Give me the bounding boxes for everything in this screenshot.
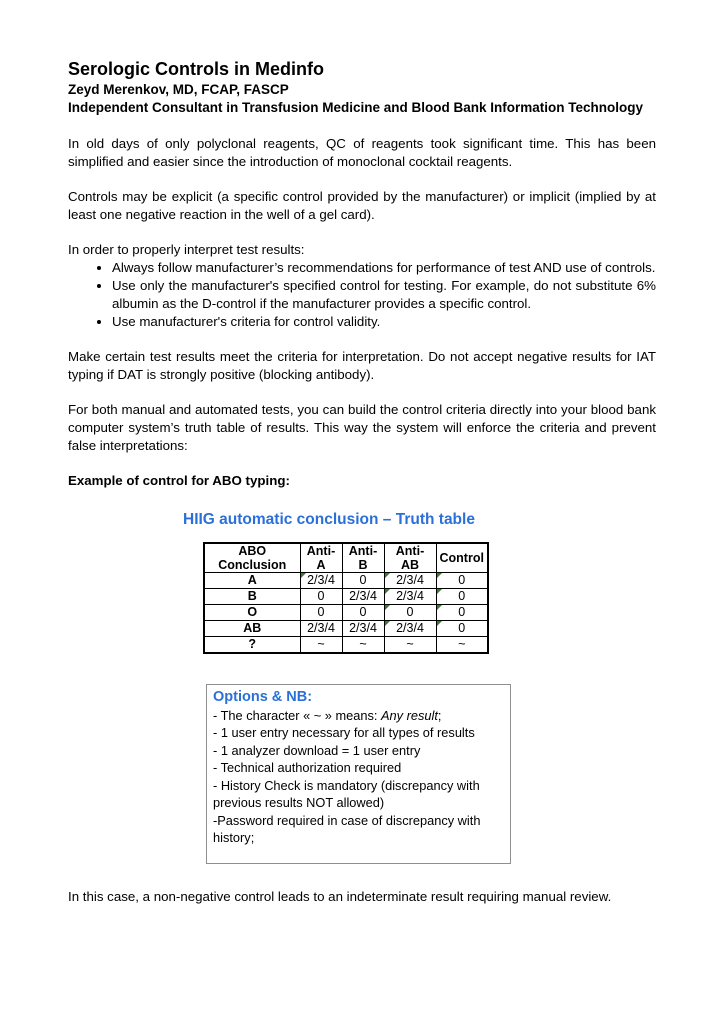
- bullet-item: • Use manufacturer's criteria for control validity.: [112, 313, 656, 331]
- cell-value: 2/3/4: [384, 620, 436, 636]
- cell-value: ~: [300, 636, 342, 653]
- column-header-abo-conclusion: ABO Conclusion: [204, 543, 300, 573]
- options-line-italic: Any result: [380, 707, 438, 723]
- bullet-item: • Use only the manufacturer's specified control for testing. For example, do not substitute 6% albumin as the D-control if the manufacturer provides a specific control.: [112, 277, 656, 313]
- cell-value: 0: [436, 604, 488, 620]
- paragraph-truth-table-intro: For both manual and automated tests, you can build the control criteria directly into your blood bank computer system’s truth table of results. This way the system will enforce the criteria and prevent false interpretations:: [68, 401, 656, 453]
- bullet-list-intro: In order to properly interpret test results:: [68, 241, 305, 257]
- cell-value: ~: [384, 636, 436, 653]
- options-nb-box: [206, 684, 511, 864]
- cell-value: 0: [342, 572, 384, 588]
- abo-truth-table: [203, 542, 489, 654]
- options-line-suffix: ;: [437, 707, 442, 723]
- cell-value: 0: [384, 604, 436, 620]
- row-label: B: [204, 588, 300, 604]
- cell-value: 2/3/4: [300, 620, 342, 636]
- paragraph-criteria: Make certain test results meet the criteria for interpretation. Do not accept negative results for IAT typing if DAT is strongly positive (blocking antibody).: [68, 348, 656, 382]
- cell-value: 2/3/4: [300, 572, 342, 588]
- cell-value: 0: [342, 604, 384, 620]
- closing-paragraph: In this case, a non-negative control leads to an indeterminate result requiring manual review.: [68, 888, 612, 904]
- row-label: A: [204, 572, 300, 588]
- options-line: -Password required in case of discrepancy with history;: [213, 812, 481, 845]
- cell-value: 2/3/4: [384, 588, 436, 604]
- cell-value: 0: [436, 572, 488, 588]
- table-row-o: [204, 604, 488, 620]
- options-box-title: Options & NB:: [213, 688, 313, 705]
- column-header-control: Control: [436, 543, 488, 573]
- cell-value: ~: [436, 636, 488, 653]
- cell-value: 2/3/4: [342, 588, 384, 604]
- table-row-ab: [204, 620, 488, 636]
- author-line: Zeyd Merenkov, MD, FCAP, FASCP: [68, 82, 289, 97]
- options-line: - History Check is mandatory (discrepancy with previous results NOT allowed): [213, 777, 480, 810]
- table-row-a: [204, 572, 488, 588]
- paragraph-intro-qc: In old days of only polyclonal reagents, QC of reagents took significant time. This has been simplified and easier since the introduction of monoclonal cocktail reagents.: [68, 135, 656, 169]
- truth-table-header-row: [204, 543, 488, 573]
- cell-value: ~: [342, 636, 384, 653]
- page-title: Serologic Controls in Medinfo: [68, 59, 324, 79]
- table-row-b: [204, 588, 488, 604]
- options-line: - Technical authorization required: [213, 760, 402, 775]
- cell-value: 0: [436, 620, 488, 636]
- column-header-anti-ab: Anti-AB: [384, 543, 436, 573]
- bullet-list: [68, 259, 656, 331]
- truth-table-heading: HIIG automatic conclusion – Truth table: [183, 510, 475, 528]
- options-line: - 1 user entry necessary for all types of results: [213, 725, 475, 740]
- row-label: O: [204, 604, 300, 620]
- row-label: ?: [204, 636, 300, 653]
- row-label: AB: [204, 620, 300, 636]
- cell-value: 0: [436, 588, 488, 604]
- example-heading: Example of control for ABO typing:: [68, 472, 290, 488]
- affiliation-line: Independent Consultant in Transfusion Medicine and Blood Bank Information Technology: [68, 100, 644, 115]
- cell-value: 2/3/4: [384, 572, 436, 588]
- cell-value: 0: [300, 604, 342, 620]
- column-header-anti-a: Anti-A: [300, 543, 342, 573]
- paragraph-controls-explicit: Controls may be explicit (a specific control provided by the manufacturer) or implicit (implied by at least one negative reaction in the well of a gel card).: [68, 188, 656, 222]
- options-line: - 1 analyzer download = 1 user entry: [213, 742, 421, 758]
- cell-value: 0: [300, 588, 342, 604]
- bullet-item: • Always follow manufacturer’s recommendations for performance of test AND use of controls.: [112, 259, 656, 277]
- column-header-anti-b: Anti-B: [342, 543, 384, 573]
- table-row-indeterminate: [204, 636, 488, 653]
- options-line-tilde: [213, 707, 502, 725]
- options-line-prefix: - The character « ~ » means:: [213, 707, 381, 723]
- cell-value: 2/3/4: [342, 620, 384, 636]
